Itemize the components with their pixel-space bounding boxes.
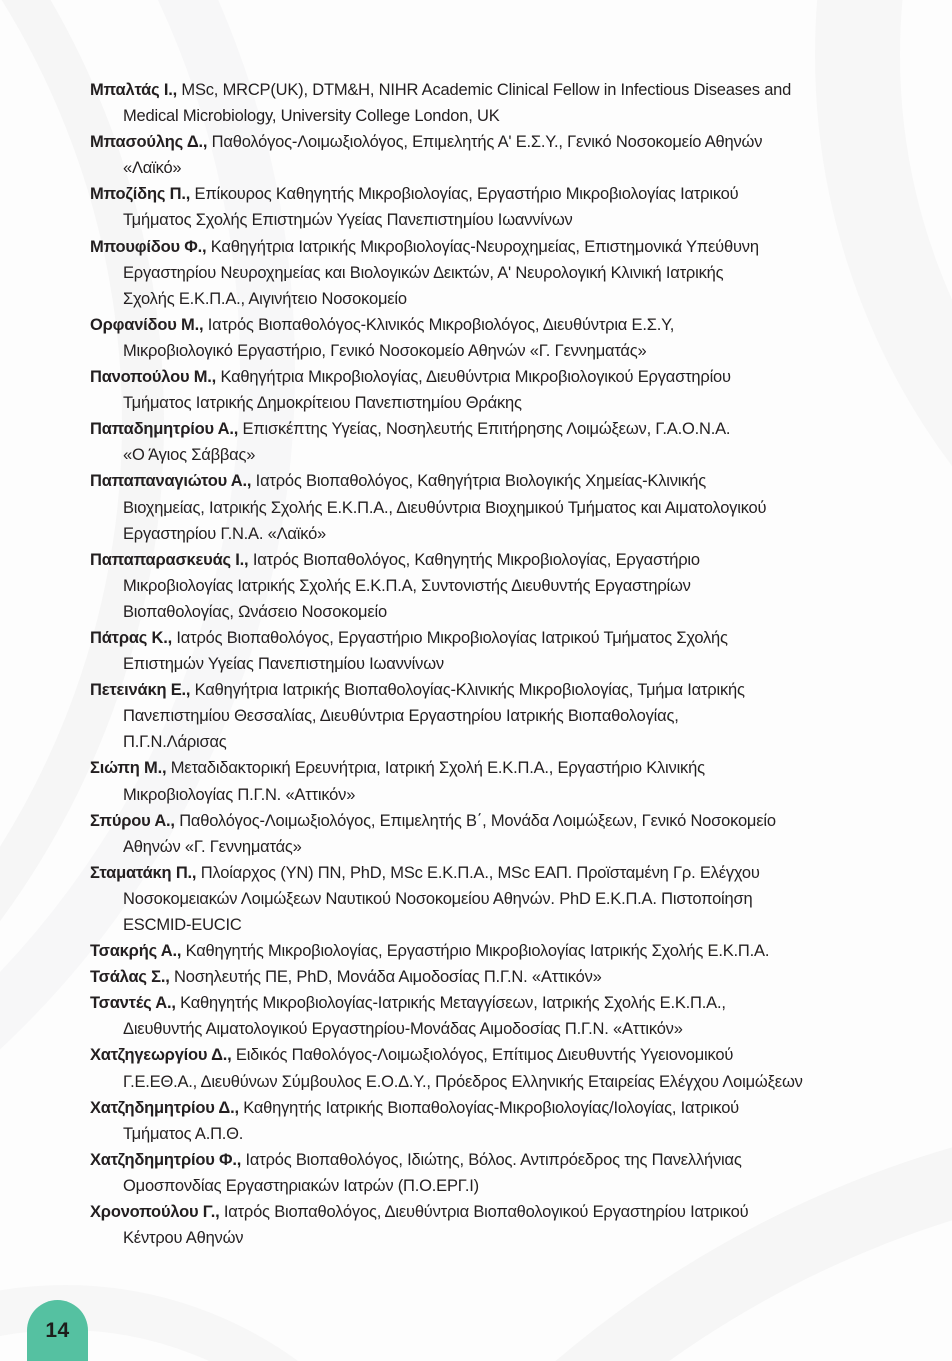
contributor-affiliation-line: Νοσοκομειακών Λοιμώξεων Ναυτικού Νοσοκομείου Αθηνών. PhD Ε.Κ.Π.Α. Πιστοποίηση: [123, 889, 753, 908]
contributor-name: Τσακρής Α.,: [90, 942, 182, 961]
contributor-first-line: [90, 755, 880, 781]
contributor-first-line: [90, 77, 880, 103]
contributor-name: Σταματάκη Π.,: [90, 863, 197, 882]
contributor-entry: [90, 129, 880, 181]
contributor-affiliation-line: «Ο Άγιος Σάββας»: [123, 446, 256, 465]
contributor-affiliation-line: Π.Γ.Ν.Λάρισας: [123, 733, 227, 752]
contributor-name: Τσάλας Σ.,: [90, 968, 170, 987]
contributor-name: Πανοπούλου Μ.,: [90, 368, 217, 387]
contributor-affiliation: Ιατρός Βιοπαθολόγος, Καθηγήτρια Βιολογικής Χημείας-Κλινικής: [251, 472, 707, 491]
contributor-first-line: [90, 1042, 880, 1068]
contributor-affiliation-line: Μικροβιολογικό Εργαστήριο, Γενικό Νοσοκομείο Αθηνών «Γ. Γεννηματάς»: [123, 341, 647, 360]
contributor-affiliation-line: Βιοπαθολογίας, Ωνάσειο Νοσοκομείο: [123, 602, 387, 621]
contributor-affiliation-line: Τμήματος Σχολής Επιστημών Υγείας Πανεπιστημίου Ιωαννίνων: [123, 211, 573, 230]
contributor-affiliation: Πλοίαρχος (ΥΝ) ΠΝ, PhD, MSc Ε.Κ.Π.Α., MSc ΕΑΠ. Προϊσταμένη Γρ. Ελέγχου: [196, 863, 760, 882]
contributor-first-line: [90, 1147, 880, 1173]
contributor-entry: [90, 1095, 880, 1147]
contributor-name: Ορφανίδου Μ.,: [90, 315, 204, 334]
contributor-affiliation-line: Μικροβιολογίας Π.Γ.Ν. «Αττικόν»: [123, 785, 356, 804]
contributor-affiliation: Καθηγητής Ιατρικής Βιοπαθολογίας-Μικροβιολογίας/Ιολογίας, Ιατρικού: [238, 1098, 740, 1117]
contributor-name: Σπύρου Α.,: [90, 811, 175, 830]
contributor-name: Παπαπαναγιώτου Α.,: [90, 472, 252, 491]
contributor-affiliation-line: Πανεπιστημίου Θεσσαλίας, Διευθύντρια Εργαστηρίου Ιατρικής Βιοπαθολογίας,: [123, 707, 679, 726]
contributor-first-line: [90, 1095, 880, 1121]
contributor-affiliation: Επίκουρος Καθηγητής Μικροβιολογίας, Εργαστήριο Μικροβιολογίας Ιατρικού: [190, 185, 739, 204]
contributor-name: Παπαπαρασκευάς Ι.,: [90, 550, 249, 569]
contributor-first-line: [90, 990, 880, 1016]
contributor-first-line: [90, 364, 880, 390]
contributor-entry: [90, 77, 880, 129]
contributor-affiliation-line: ESCMID-EUCIC: [123, 916, 242, 934]
contributor-name: Μποζίδης Π.,: [90, 185, 191, 204]
contributor-entry: [90, 312, 880, 364]
contributor-affiliation: Νοσηλευτής ΠΕ, PhD, Μονάδα Αιμοδοσίας Π.Γ.Ν. «Αττικόν»: [169, 968, 602, 987]
contributor-affiliation: Επισκέπτης Υγείας, Νοσηλευτής Επιτήρησης Λοιμώξεων, Γ.Α.Ο.Ν.Α.: [238, 420, 731, 439]
contributor-affiliation: Ιατρός Βιοπαθολόγος, Εργαστήριο Μικροβιολογίας Ιατρικού Τμήματος Σχολής: [172, 628, 728, 647]
contributor-first-line: [90, 547, 880, 573]
contributor-affiliation: Παθολόγος-Λοιμωξιολόγος, Επιμελητής Β΄, Μονάδα Λοιμώξεων, Γενικό Νοσοκομείο: [174, 811, 776, 830]
contributor-first-line: [90, 416, 880, 442]
contributor-affiliation: Καθηγήτρια Ιατρικής Μικροβιολογίας-Νευροχημείας, Επιστημονικά Υπεύθυνη: [206, 237, 759, 256]
contributor-affiliation-line: Medical Microbiology, University College London, UK: [123, 107, 500, 126]
contributor-entry: [90, 468, 880, 546]
contributor-affiliation: Καθηγητής Μικροβιολογίας, Εργαστήριο Μικροβιολογίας Ιατρικής Σχολής Ε.Κ.Π.Α.: [181, 942, 770, 961]
contributor-affiliation-line: Κέντρου Αθηνών: [123, 1229, 244, 1248]
contributor-entry: [90, 181, 880, 233]
contributor-first-line: [90, 468, 880, 494]
contributor-entry: [90, 364, 880, 416]
contributor-affiliation: Ιατρός Βιοπαθολόγος-Κλινικός Μικροβιολόγος, Διευθύντρια Ε.Σ.Υ,: [203, 315, 675, 334]
contributor-affiliation-line: Τμήματος Ιατρικής Δημοκρίτειου Πανεπιστημίου Θράκης: [123, 394, 522, 413]
contributor-affiliation-line: Ομοσπονδίας Εργαστηριακών Ιατρών (Π.Ο.ΕΡΓ.Ι): [123, 1176, 479, 1195]
contributor-entry: [90, 1199, 880, 1251]
contributor-affiliation-line: Αθηνών «Γ. Γεννηματάς»: [123, 837, 302, 856]
contributor-name: Τσαντές Α.,: [90, 994, 176, 1013]
contributor-affiliation-line: Σχολής Ε.Κ.Π.Α., Αιγινήτειο Νοσοκομείο: [123, 289, 407, 308]
contributor-entry: [90, 938, 880, 964]
contributor-entry: [90, 416, 880, 468]
contributor-affiliation-line: Γ.Ε.ΕΘ.Α., Διευθύνων Σύμβουλος Ε.Ο.Δ.Υ., Πρόεδρος Ελληνικής Εταιρείας Ελέγχου Λοιμώξεων: [123, 1072, 803, 1091]
contributor-first-line: [90, 181, 880, 207]
contributor-name: Χατζηγεωργίου Δ.,: [90, 1046, 232, 1065]
contributor-entry: [90, 990, 880, 1042]
contributor-first-line: [90, 1199, 880, 1225]
contributor-name: Πετεινάκη Ε.,: [90, 681, 191, 700]
page-number-tab: [27, 1300, 88, 1361]
contributor-entry: [90, 1147, 880, 1199]
contributor-name: Χρονοπούλου Γ.,: [90, 1203, 220, 1222]
contributor-affiliation-line: Διευθυντής Αιματολογικού Εργαστηρίου-Μονάδας Αιμοδοσίας Π.Γ.Ν. «Αττικόν»: [123, 1020, 683, 1039]
contributor-affiliation: Παθολόγος-Λοιμωξιολόγος, Επιμελητής Α' Ε.Σ.Υ., Γενικό Νοσοκομείο Αθηνών: [207, 133, 763, 152]
contributor-entry: [90, 808, 880, 860]
contributor-name: Μπουφίδου Φ.,: [90, 237, 207, 256]
contributor-name: Σιώπη Μ.,: [90, 759, 167, 778]
contributor-affiliation-line: Βιοχημείας, Ιατρικής Σχολής Ε.Κ.Π.Α., Διευθύντρια Βιοχημικού Τμήματος και Αιματολογικού: [123, 498, 767, 517]
contributor-entry: [90, 1042, 880, 1094]
contributor-affiliation-line: Επιστημών Υγείας Πανεπιστημίου Ιωαννίνων: [123, 655, 444, 674]
contributor-affiliation-line: «Λαϊκό»: [123, 159, 182, 178]
contributor-affiliation-line: Εργαστηρίου Γ.Ν.Α. «Λαϊκό»: [123, 524, 327, 543]
contributor-name: Παπαδημητρίου Α.,: [90, 420, 239, 439]
contributor-affiliation: Μεταδιδακτορική Ερευνήτρια, Ιατρική Σχολή Ε.Κ.Π.Α., Εργαστήριο Κλινικής: [166, 759, 705, 778]
contributor-name: Χατζηδημητρίου Δ.,: [90, 1098, 239, 1117]
contributor-affiliation: Ειδικός Παθολόγος-Λοιμωξιολόγος, Επίτιμος Διευθυντής Υγειονομικού: [231, 1046, 734, 1065]
contributor-entry: [90, 755, 880, 807]
contributor-first-line: [90, 312, 880, 338]
contributor-affiliation: Καθηγητής Μικροβιολογίας-Ιατρικής Μεταγγίσεων, Ιατρικής Σχολής Ε.Κ.Π.Α.,: [175, 994, 726, 1013]
contributor-first-line: [90, 860, 880, 886]
contributor-entry: [90, 234, 880, 312]
page-number: 14: [45, 1318, 70, 1342]
contributor-affiliation: Ιατρός Βιοπαθολόγος, Ιδιώτης, Βόλος. Αντιπρόεδρος της Πανελλήνιας: [241, 1150, 742, 1169]
contributor-entry: [90, 860, 880, 938]
contributor-name: Πάτρας Κ.,: [90, 628, 173, 647]
contributor-entry: [90, 677, 880, 755]
contributor-entry: [90, 625, 880, 677]
contributor-affiliation: Ιατρός Βιοπαθολόγος, Καθηγητής Μικροβιολογίας, Εργαστήριο: [248, 550, 700, 569]
contributor-name: Μπασούλης Δ.,: [90, 133, 208, 152]
contributor-first-line: [90, 234, 880, 260]
contributor-affiliation-line: Εργαστηρίου Νευροχημείας και Βιολογικών Δεικτών, Α' Νευρολογική Κλινική Ιατρικής: [123, 263, 724, 282]
contributor-affiliation-line: Τμήματος Α.Π.Θ.: [123, 1124, 244, 1143]
contributor-affiliation: Καθηγήτρια Μικροβιολογίας, Διευθύντρια Μικροβιολογικού Εργαστηρίου: [216, 368, 731, 387]
contributor-first-line: [90, 625, 880, 651]
contributor-first-line: [90, 964, 880, 990]
contributor-affiliation-line: Μικροβιολογίας Ιατρικής Σχολής Ε.Κ.Π.Α, Συντονιστής Διευθυντής Εργαστηρίων: [123, 576, 691, 595]
contributor-affiliation: Ιατρός Βιοπαθολόγος, Διευθύντρια Βιοπαθολογικού Εργαστηρίου Ιατρικού: [219, 1203, 749, 1222]
contributor-entry: [90, 547, 880, 625]
contributor-name: Μπαλτάς Ι.,: [90, 81, 178, 99]
contributor-first-line: [90, 808, 880, 834]
contributor-first-line: [90, 677, 880, 703]
contributor-entry: [90, 964, 880, 990]
contributor-affiliation: MSc, MRCP(UK), DTM&H, NIHR Academic Clinical Fellow in Infectious Diseases and: [177, 81, 792, 99]
contributor-first-line: [90, 129, 880, 155]
contributor-affiliation: Καθηγήτρια Ιατρικής Βιοπαθολογίας-Κλινικής Μικροβιολογίας, Τμήμα Ιατρικής: [190, 681, 745, 700]
contributor-first-line: [90, 938, 880, 964]
contributor-list: [90, 77, 880, 1251]
contributor-name: Χατζηδημητρίου Φ.,: [90, 1150, 242, 1169]
